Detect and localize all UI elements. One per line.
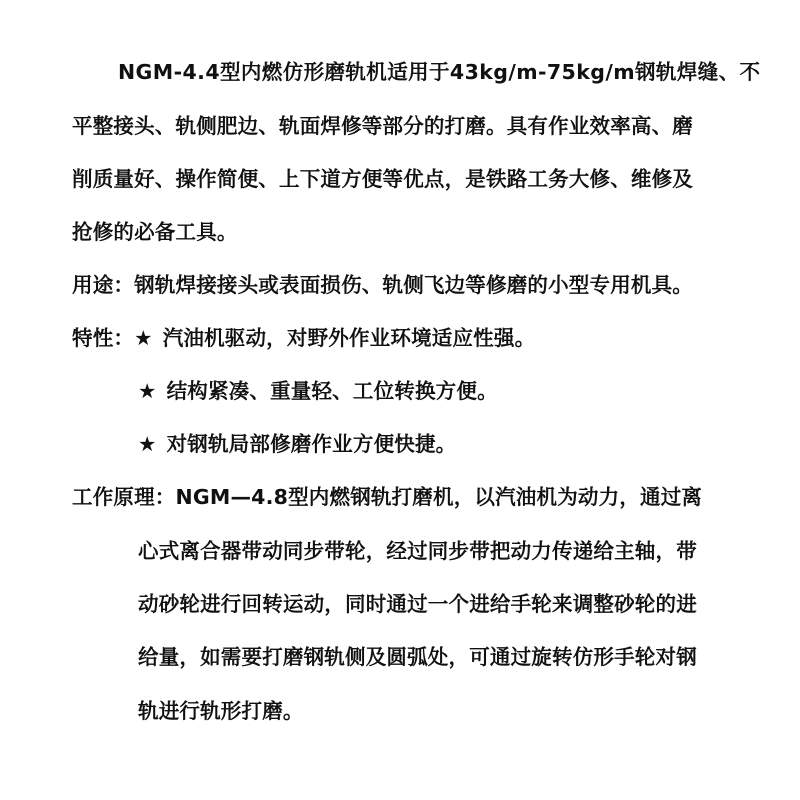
star-bullet-icon: ★ — [134, 326, 153, 350]
intro-line-2: 平整接头、轨侧肥边、轨面焊修等部分的打磨。具有作业效率高、磨 — [72, 114, 693, 138]
star-bullet-icon: ★ — [138, 379, 157, 403]
star-bullet-icon: ★ — [138, 432, 157, 456]
feature-row-3 — [138, 430, 456, 458]
principle-line-3: 动砂轮进行回转运动，同时通过一个进给手轮来调整砂轮的进 — [138, 592, 697, 616]
principle-line: NGM—4.8型内燃钢轨打磨机，以汽油机为动力，通过离 — [175, 485, 703, 509]
features-label: 特性： — [72, 326, 135, 350]
feature-item: 汽油机驱动，对野外作业环境适应性强。 — [162, 326, 536, 350]
principle-line-2: 心式离合器带动同步带轮，经过同步带把动力传递给主轴，带 — [138, 539, 697, 563]
principle-line-5: 轨进行轨形打磨。 — [138, 699, 304, 723]
feature-row-2 — [138, 377, 498, 405]
principle-line-4: 给量，如需要打磨钢轨侧及圆弧处，可通过旋转仿形手轮对钢 — [138, 645, 697, 669]
usage-paragraph — [72, 271, 693, 299]
intro-line-4: 抢修的必备工具。 — [72, 220, 238, 244]
feature-row-1 — [72, 324, 535, 352]
intro-line-1: NGM-4.4型内燃仿形磨轨机适用于43kg/m-75kg/m钢轨焊缝、不 — [118, 60, 761, 84]
feature-item: 对钢轨局部修磨作业方便快捷。 — [166, 432, 457, 456]
feature-item: 结构紧凑、重量轻、工位转换方便。 — [166, 379, 498, 403]
usage-text: 钢轨焊接接头或表面损伤、轨侧飞边等修磨的小型专用机具。 — [134, 273, 694, 297]
principle-row-1 — [72, 483, 702, 511]
principle-label: 工作原理： — [72, 485, 176, 509]
usage-label: 用途： — [72, 273, 135, 297]
intro-line-3: 削质量好、操作简便、上下道方便等优点，是铁路工务大修、维修及 — [72, 167, 693, 191]
